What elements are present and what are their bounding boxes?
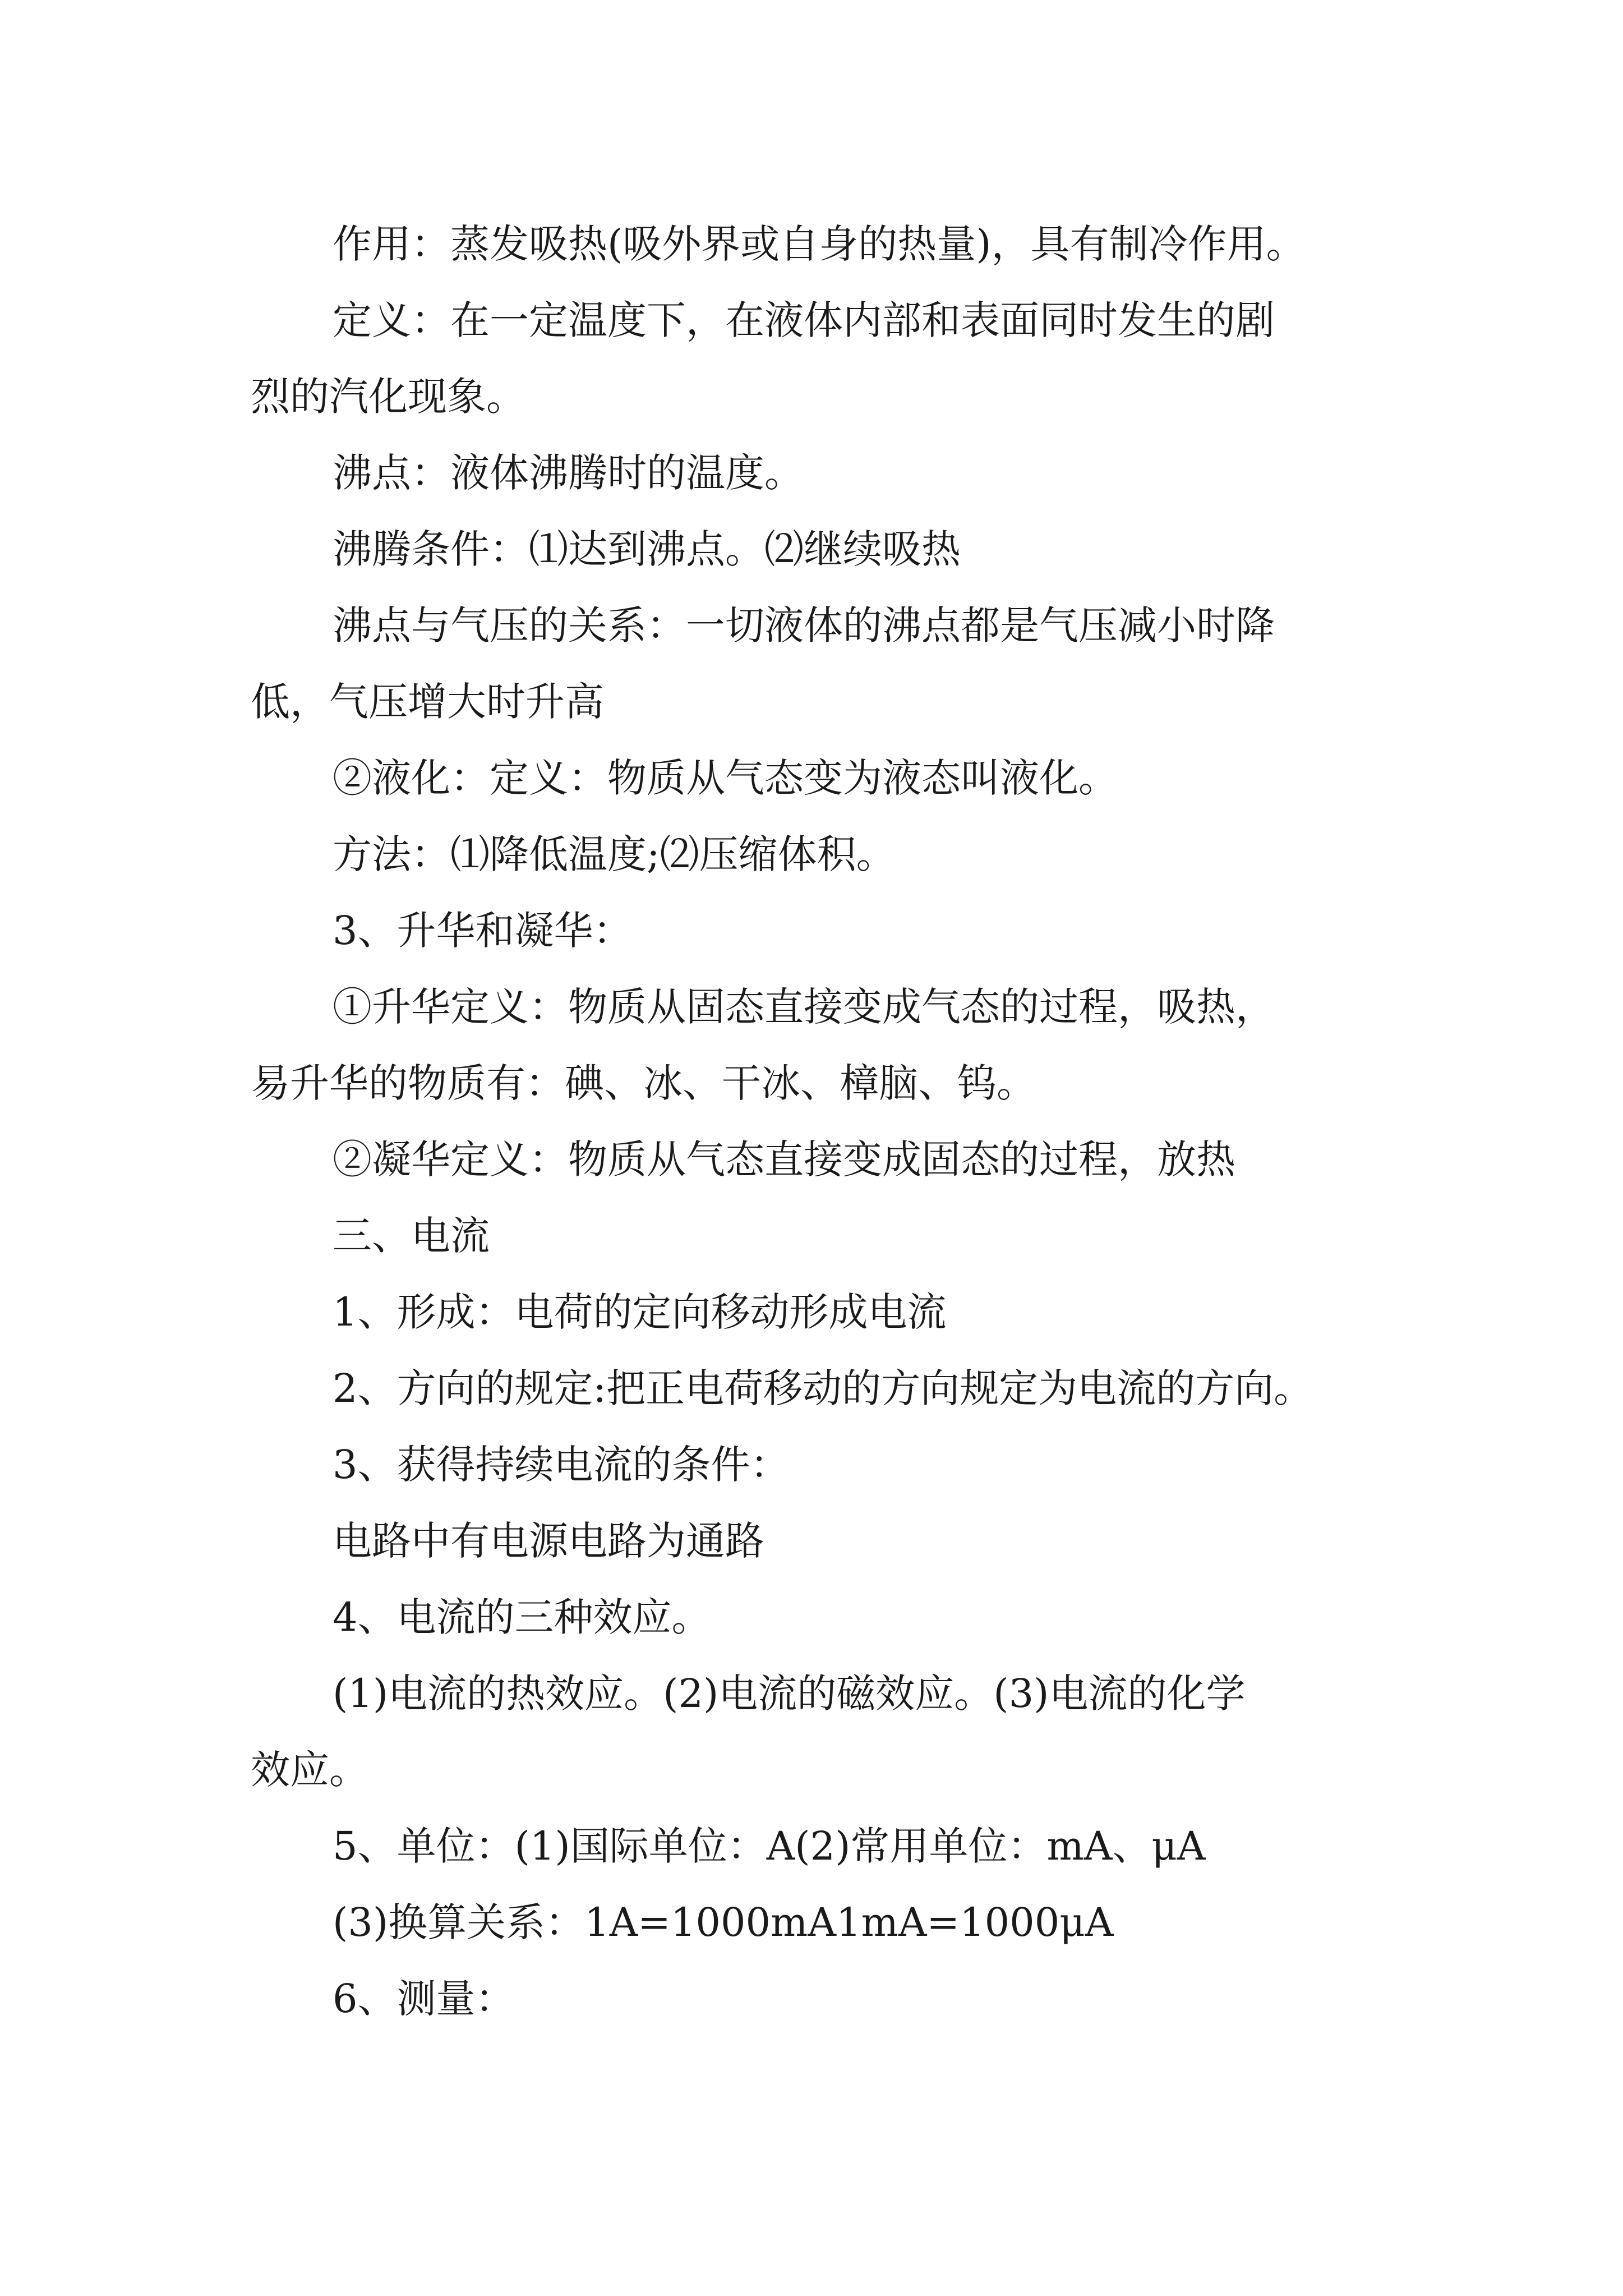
text-line: 3、获得持续电流的条件： (333, 1442, 790, 1488)
text-line: 低，气压增大时升高 (251, 679, 604, 725)
text-line: 1、形成：电荷的定向移动形成电流 (333, 1289, 947, 1335)
text-line: ②凝华定义：物质从气态直接变成固态的过程，放热 (333, 1137, 1235, 1182)
text-line: 定义：在一定温度下，在液体内部和表面同时发生的剧 (333, 297, 1275, 343)
text-line: 效应。 (251, 1747, 368, 1793)
text-line: (3)换算关系：1A=1000mA1mA=1000μA (333, 1899, 1114, 1945)
text-line: 烈的汽化现象。 (251, 374, 525, 420)
text-line: ②液化：定义：物质从气态变为液态叫液化。 (333, 755, 1118, 801)
text-line: 4、电流的三种效应。 (333, 1594, 711, 1640)
text-line: 2、方向的规定:把正电荷移动的方向规定为电流的方向。 (333, 1365, 1313, 1411)
text-line: 沸腾条件：⑴达到沸点。⑵继续吸热 (333, 526, 961, 572)
text-line: 电路中有电源电路为通路 (333, 1518, 764, 1564)
text-line: 3、升华和凝华： (333, 908, 633, 954)
text-line: 5、单位：(1)国际单位：A(2)常用单位：mA、μA (333, 1823, 1206, 1869)
text-line: (1)电流的热效应。(2)电流的磁效应。(3)电流的化学 (333, 1671, 1246, 1717)
text-line: ①升华定义：物质从固态直接变成气态的过程，吸热， (333, 984, 1275, 1030)
text-line: 6、测量： (333, 1976, 515, 2022)
section-heading: 三、电流 (333, 1213, 490, 1259)
text-line: 方法：⑴降低温度;⑵压缩体积。 (333, 831, 896, 877)
text-line: 沸点与气压的关系：一切液体的沸点都是气压减小时降 (333, 602, 1275, 648)
text-line: 易升华的物质有：碘、冰、干冰、樟脑、钨。 (251, 1060, 1036, 1106)
text-line: 沸点：液体沸腾时的温度。 (333, 450, 804, 496)
text-line: 作用：蒸发吸热(吸外界或自身的热量)，具有制冷作用。 (333, 221, 1306, 267)
